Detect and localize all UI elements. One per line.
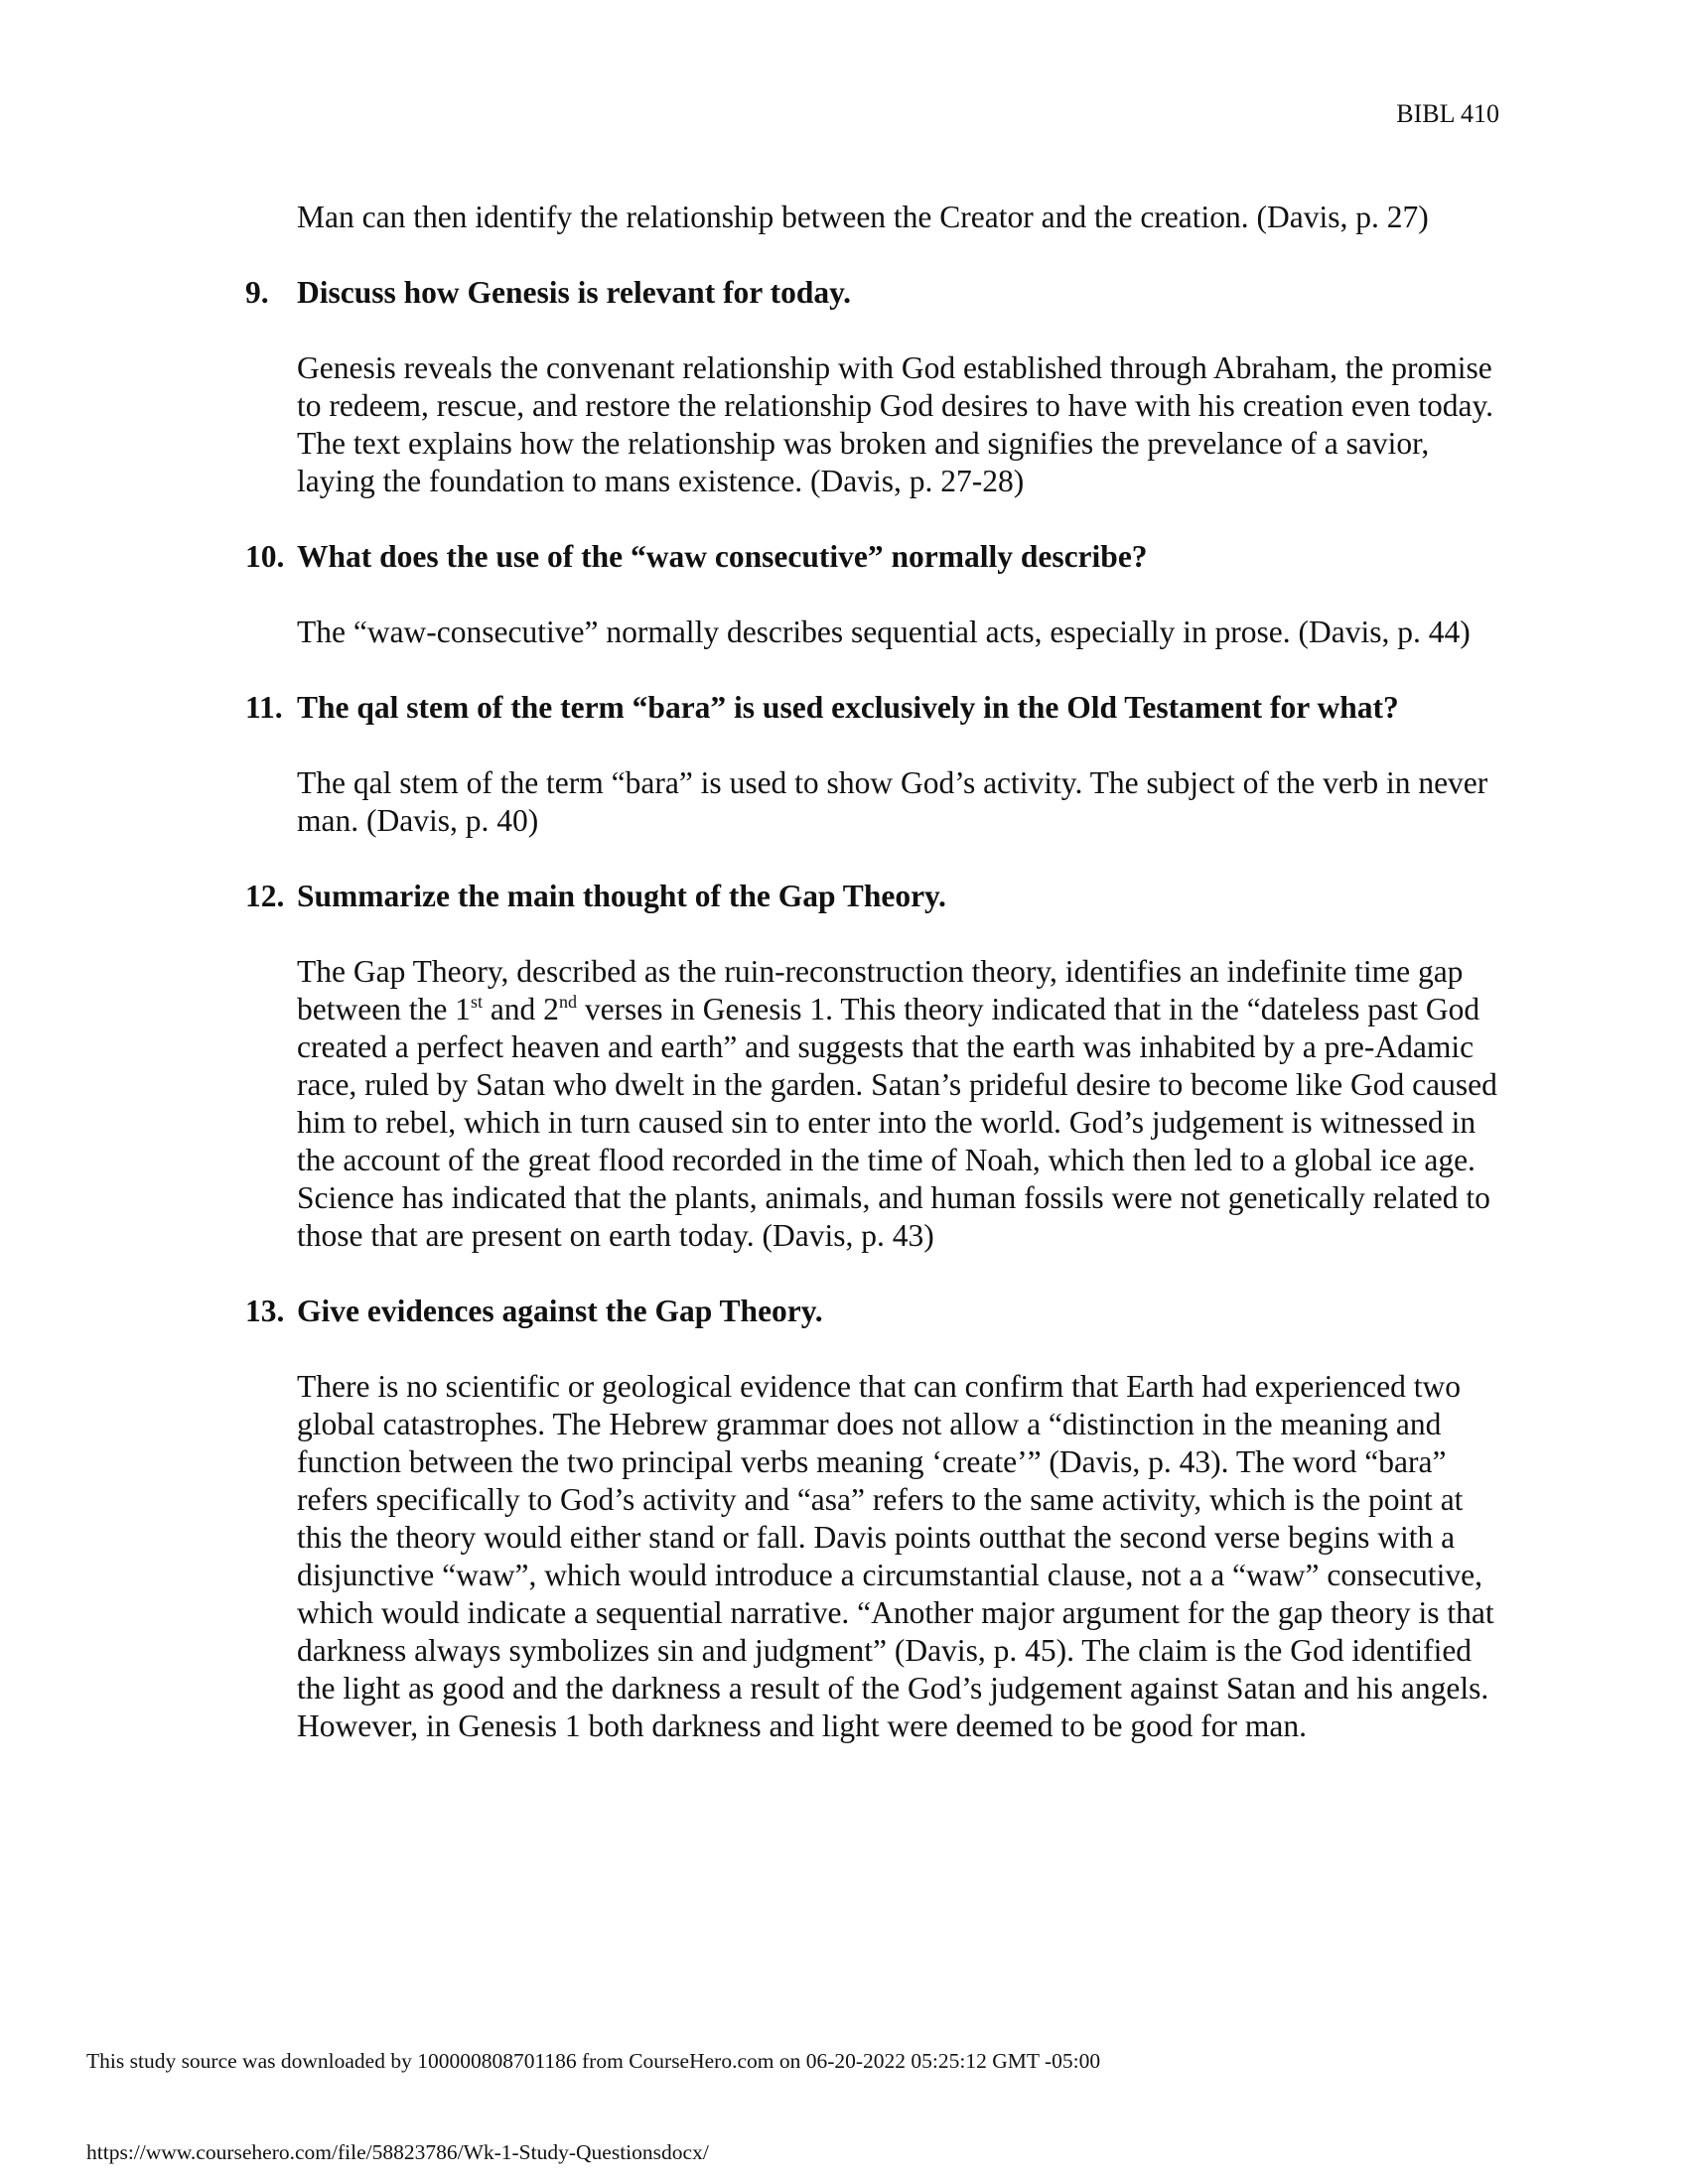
question-number: 11.	[245, 690, 283, 725]
answer-text-part: verses in Genesis 1. This theory indicated that in the “dateless past God created a perfect heaven and earth” and suggests that the earth was inhabited by a pre-Adamic race, ruled by Satan who dwelt in the garden. Satan’s prideful desire to become like God caused him to rebel, which in turn caused sin to enter into the world. God’s judgement is witnessed in the account of the great flood recorded in the time of Noah, which then led to a global ice age. Science has indicated that the plants, animals, and human fossils were not genetically related to those that are present on earth today. (Davis, p. 43)	[297, 992, 1497, 1253]
ordinal-suffix: nd	[558, 992, 577, 1012]
question-11	[245, 689, 1498, 727]
question-13	[245, 1293, 1498, 1330]
answer-10: The “waw-consecutive” normally describes sequential acts, especially in prose. (Davis, p. 44)	[297, 614, 1471, 649]
question-10	[245, 538, 1498, 576]
question-text: Discuss how Genesis is relevant for today.	[297, 275, 851, 310]
answer-12	[297, 953, 1498, 1255]
question-text: Give evidences against the Gap Theory.	[297, 1294, 823, 1328]
ordinal-suffix: st	[470, 992, 483, 1012]
answer-text-part: The Gap Theory, described as the ruin-reconstruction theory, identifies an indefinite time gap between the 1	[297, 954, 1464, 1026]
question-number: 9.	[245, 275, 269, 310]
question-number: 12.	[245, 879, 285, 913]
document-body	[0, 199, 1688, 1745]
question-number: 10.	[245, 539, 285, 574]
question-12	[245, 878, 1498, 915]
question-9	[245, 274, 1498, 312]
answer-11: The qal stem of the term “bara” is used to show God’s activity. The subject of the verb in never man. (Davis, p. 40)	[297, 765, 1488, 838]
download-notice: This study source was downloaded by 100000808701186 from CourseHero.com on 06-20-2022 05:25:12 GMT -05:00	[86, 2049, 1101, 2073]
question-text: The qal stem of the term “bara” is used exclusively in the Old Testament for what?	[297, 690, 1399, 725]
question-number: 13.	[245, 1294, 285, 1328]
answer-9: Genesis reveals the convenant relationship with God established through Abraham, the promise to redeem, rescue, and restore the relationship God desires to have with his creation even today. The text explains how the relationship was broken and signifies the prevelance of a savior, laying the foundation to mans existence. (Davis, p. 27-28)	[297, 350, 1494, 498]
course-header: BIBL 410	[1396, 99, 1499, 128]
question-text: What does the use of the “waw consecutive” normally describe?	[297, 539, 1148, 574]
continuation-paragraph: Man can then identify the relationship between the Creator and the creation. (Davis, p. 27)	[297, 200, 1429, 234]
source-url[interactable]: https://www.coursehero.com/file/58823786/Wk-1-Study-Questionsdocx/	[86, 2140, 709, 2164]
answer-text-part: and 2	[482, 992, 559, 1026]
question-text: Summarize the main thought of the Gap Theory.	[297, 879, 946, 913]
answer-13: There is no scientific or geological evidence that can confirm that Earth had experienced two global catastrophes. The Hebrew grammar does not allow a “distinction in the meaning and function between the two principal verbs meaning ‘create’” (Davis, p. 43). The word “bara” refers specifically to God’s activity and “asa” refers to the same activity, which is the point at this the theory would either stand or fall. Davis points outthat the second verse begins with a disjunctive “waw”, which would introduce a circumstantial clause, not a a “waw” consecutive, which would indicate a sequential narrative. “Another major argument for the gap theory is that darkness always symbolizes sin and judgment” (Davis, p. 45). The claim is the God identified the light as good and the darkness a result of the God’s judgement against Satan and his angels. However, in Genesis 1 both darkness and light were deemed to be good for man.	[297, 1369, 1494, 1743]
